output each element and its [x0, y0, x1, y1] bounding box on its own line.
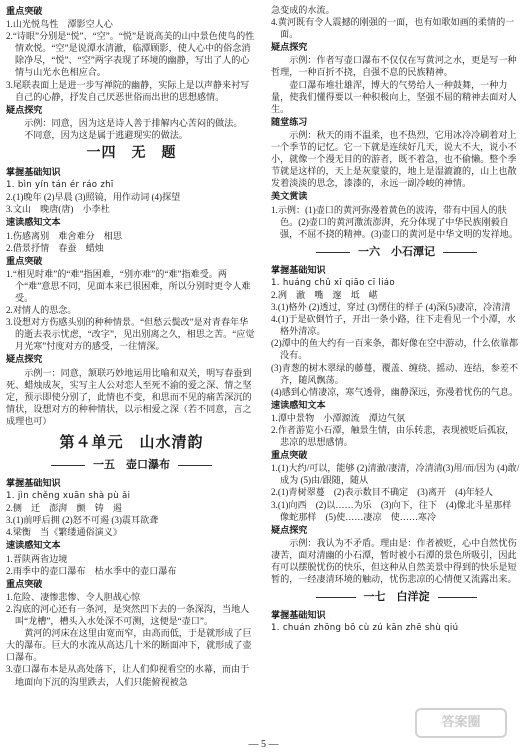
answer-item: 1.潭中景物 小潭源流 潭边气氛: [271, 412, 406, 423]
section-heading: 掌握基础知识: [271, 264, 326, 275]
answer-item: 2.雨季中的壶口瀑布 枯水季中的壶口瀑布: [6, 565, 177, 576]
answer-item: (3)青葱的树木翠绿的藤蔓，覆盖、缠绕、摇动、连结，参差不齐，随风飘荡。: [271, 362, 519, 385]
watermark-logo: 答案圈: [415, 708, 507, 738]
answer-item: 2.对情人的思念。: [6, 305, 77, 316]
answer-item: (2)潭中的鱼大约有一百来条，都好像在空中游动，什么依靠都没有。: [271, 338, 519, 361]
answer-item: 3.文山 晚唐(唐) 小李杜: [6, 204, 110, 215]
section-heading: 重点突破: [6, 255, 43, 266]
lesson-title: [271, 244, 522, 260]
paragraph: 示例：我认为不矛盾。理由是：作者被贬，心中自然忧伤凄苦，面对清幽的小石潭，暂时被小石潭的景色所吸引，因此有可以摆脱忧伤的快乐，但这种从自然美景中得到的快乐是短暂的，一经凄清环境的触动，忧伤悲凉的心情便又流露出来。: [271, 537, 517, 585]
right-column: [271, 4, 522, 734]
section-heading: 重点突破: [6, 6, 43, 16]
lesson-title-text: 一五 壶口瀑布: [85, 459, 178, 471]
paragraph: 壶口瀑布堆壮雄浑，博大的气势给人一种鼓舞，一种力量，使我们懂得要以一种积极向上，坚强不屈的精神去面对人生。: [271, 79, 517, 114]
section-heading: 速读感知文本: [6, 217, 61, 228]
answer-item: 1.晋陕两省边境: [6, 553, 68, 564]
lesson-title-text: 一七 白洋淀: [356, 591, 438, 603]
section-heading: 掌握基础知识: [6, 478, 61, 488]
answer-item: 1. chuán zhōng bō cù zú kān zhē shù qiú: [271, 623, 459, 634]
answer-item: 2.沟底的河心还有一条河，是突然凹下去的一条深沟，当地人叫“龙槽”，槽头入水处深不可测，这便是“壶口”。: [6, 603, 250, 627]
answer-item: 1.(1)大约/可以，能够 (2)清澈/凄清，冷清清(3)用/而/因为 (4)敢/成为 (5)由/跟随，随从: [271, 463, 520, 486]
lesson-title-text: 一六 小石潭记: [350, 246, 443, 258]
section-heading: 疑点探究: [271, 42, 308, 53]
answer-item: 1. bìn yín tán ér ráo zhī: [6, 180, 114, 191]
section-heading: 随堂练习: [271, 116, 308, 127]
answer-item: 2.“诗眼”分别是“悦”、“空”。“悦”是说高美的山中景色使鸟的性情欢悦。“空”是说潭水清澈，临潭顾影，使人心中的俗念消除净尽，“悦”、“空”两字表现了环境的幽静，写出了人的心情与山光水色相应合。: [6, 31, 255, 78]
answer-item: 2.冽 澈 嘴 邃 坻 嵁: [271, 289, 378, 300]
answer-item: 3.壶口瀑布本是从高处落下，让人们仰视看空的水幕，而由于地面向下沉的沟里跌去，人们只能俯视被急: [6, 664, 250, 687]
section-heading: 速读感知文本: [6, 540, 61, 551]
answer-item: 1.危险、凄惨悲惨、令人胆战心惊: [6, 591, 141, 602]
answer-item: 4.黄河既有令人震撼的刚强的一面，也有如歌如画的柔情的一面。: [271, 17, 515, 40]
answer-item: 4.(1)于是砍倒竹子，开出一条小路，往下走看见一个小潭，水格外清凉。: [271, 314, 516, 337]
answer-item: 3.尾联表面上是进一步写禅院的幽静，实际上是以声静来衬写自己的心静，抒发自己厌恶世俗而出世的思想感情。: [6, 79, 250, 102]
section-heading: 疑点探究: [6, 104, 43, 115]
paragraph: 示例：作者写壶口瀑布不仅仅在写黄河之水，更是写一种哲理，一种百折不挠，自强不息的民族精神。: [271, 55, 517, 78]
unit-title: 第４单元 山水清韵: [59, 435, 204, 451]
page-number: — 5 —: [248, 738, 279, 750]
answer-item: 1. huáng chǔ xī qiāo cī liáo: [271, 277, 395, 288]
answer-item: 2.侧 迁 澎湃 颤 铸 遏: [6, 503, 122, 514]
answer-item: 1.示例：(1)壶口的黄河弥漫着黄色的波涛，带有中国人的肤色。(2)壶口的黄河激流澎湃，充分体现了中华民族刚毅自强，不屈不挠的精神。(3)壶口的黄河是中华文明的发祥地。: [271, 204, 518, 239]
answer-item: 1.山光悦鸟性 潭影空人心: [6, 19, 113, 30]
section-heading: 速读感知文本: [271, 399, 326, 410]
section-heading: 掌握基础知识: [271, 610, 326, 621]
paragraph: 黄河的河床在这里由宽而窄，由高而低，于是就形成了巨大的瀑布。巨大的水流从高达几十米的断面冲下，就形成了壶口瀑布。: [6, 628, 252, 663]
section-heading: 重点突破: [271, 450, 308, 461]
answer-item: 1. jìn chěng xuān shà pù ǎi: [6, 491, 131, 502]
answer-item: 2.(1)晚年 (2)早晨 (3)照镜，用作动词 (4)探望: [6, 192, 181, 203]
answer-item: (4)感到心情凄凉，寒气透骨，幽静深远，弥漫着忧伤的气息。: [271, 386, 519, 397]
answer-item: 2.借景抒情 春蚕 蜡烛: [6, 242, 104, 253]
left-column: [6, 4, 257, 734]
section-heading: 疑点探究: [271, 524, 308, 535]
answer-item: 4.梁衡 当《繁缕通俗演义》: [6, 527, 122, 538]
paragraph: 急变成的水流。: [271, 5, 335, 15]
paragraph: 示例一：同意，颔联巧妙地运用比喻和双关，明写春蚕到死、蜡烛成灰，实写主人公对恋人至死不渝的爱之深、情之坚定，预示即使分别了，此情也不变，和思而不见的痛苦深沉的情状，设想对方的种种情状，以示相爱之深（若不同意，言之成理也可）: [6, 367, 252, 426]
answer-item: 3.(1)格外 (2)透过，穿过 (3)愣住的样子 (4)深(5)凄凉，冷清清: [271, 302, 511, 313]
lesson-title: [6, 457, 257, 473]
lesson-title: [271, 589, 522, 605]
answer-item: 1.伤感离别 难舍难分 相思: [6, 230, 122, 241]
section-heading: 美文赏读: [271, 191, 308, 202]
answer-item: 3.(1)前呼后拥 (2)怒不可遏 (3)震耳欲聋: [6, 515, 159, 526]
answer-item: 3.设想对方伤感头别的种种情景。“但愁云鬓改”是对青春年华的逝去表示忧虑，“改字”，见出别离之久，相思之苦。“应觉月光寒”忖度对方的感受，一往情深。: [6, 317, 255, 352]
answer-item: 3.(1)向西 (2)以……为乐 (3)向下，往下 (4)像北斗星那样 像蛇那样 (5)使……凄凉 使……寒冷: [271, 499, 521, 522]
answer-item: 2.(1)青树翠蔓 (2)表示数目不确定 (3)离开 (4)年轻人: [271, 487, 494, 498]
section-heading: 疑点探究: [6, 354, 43, 365]
answer-item: 1.“相见时难”的“难”指困难，“别亦难”的“难”指难受。两个“难”意思不同，见面本来已很困难，所以分别时更令人难受。: [6, 268, 251, 303]
section-heading: 重点突破: [6, 578, 43, 589]
paragraph: 示例：秋天的雨不温柔，也不热烈，它用冰冷冷刷着对上一个季节的记忆。它一下就是连续好几天，说大不大，说小不小，就像一个漫无目的的游者，既不着急，也不偷懒。整个季节就是这样的，天上是灰蒙蒙的，地上是湿漉漉的，山上也散发着淡淡的思念，漆漆的，永远一副冷峻的神情。: [271, 129, 517, 189]
answer-item: 2.作者游览小石潭，触景生情，由乐转悲，表现被贬后孤寂，悲凉的思想感情。: [271, 425, 515, 448]
paragraph: 不同意，因为这是属于逃避现实的做法。: [24, 129, 188, 140]
paragraph: 示例：同意，因为这是诗人善于排解内心苦闷的做法。: [24, 117, 243, 128]
lesson-title: 一四 无 题: [86, 146, 177, 162]
section-heading: 掌握基础知识: [6, 167, 61, 178]
